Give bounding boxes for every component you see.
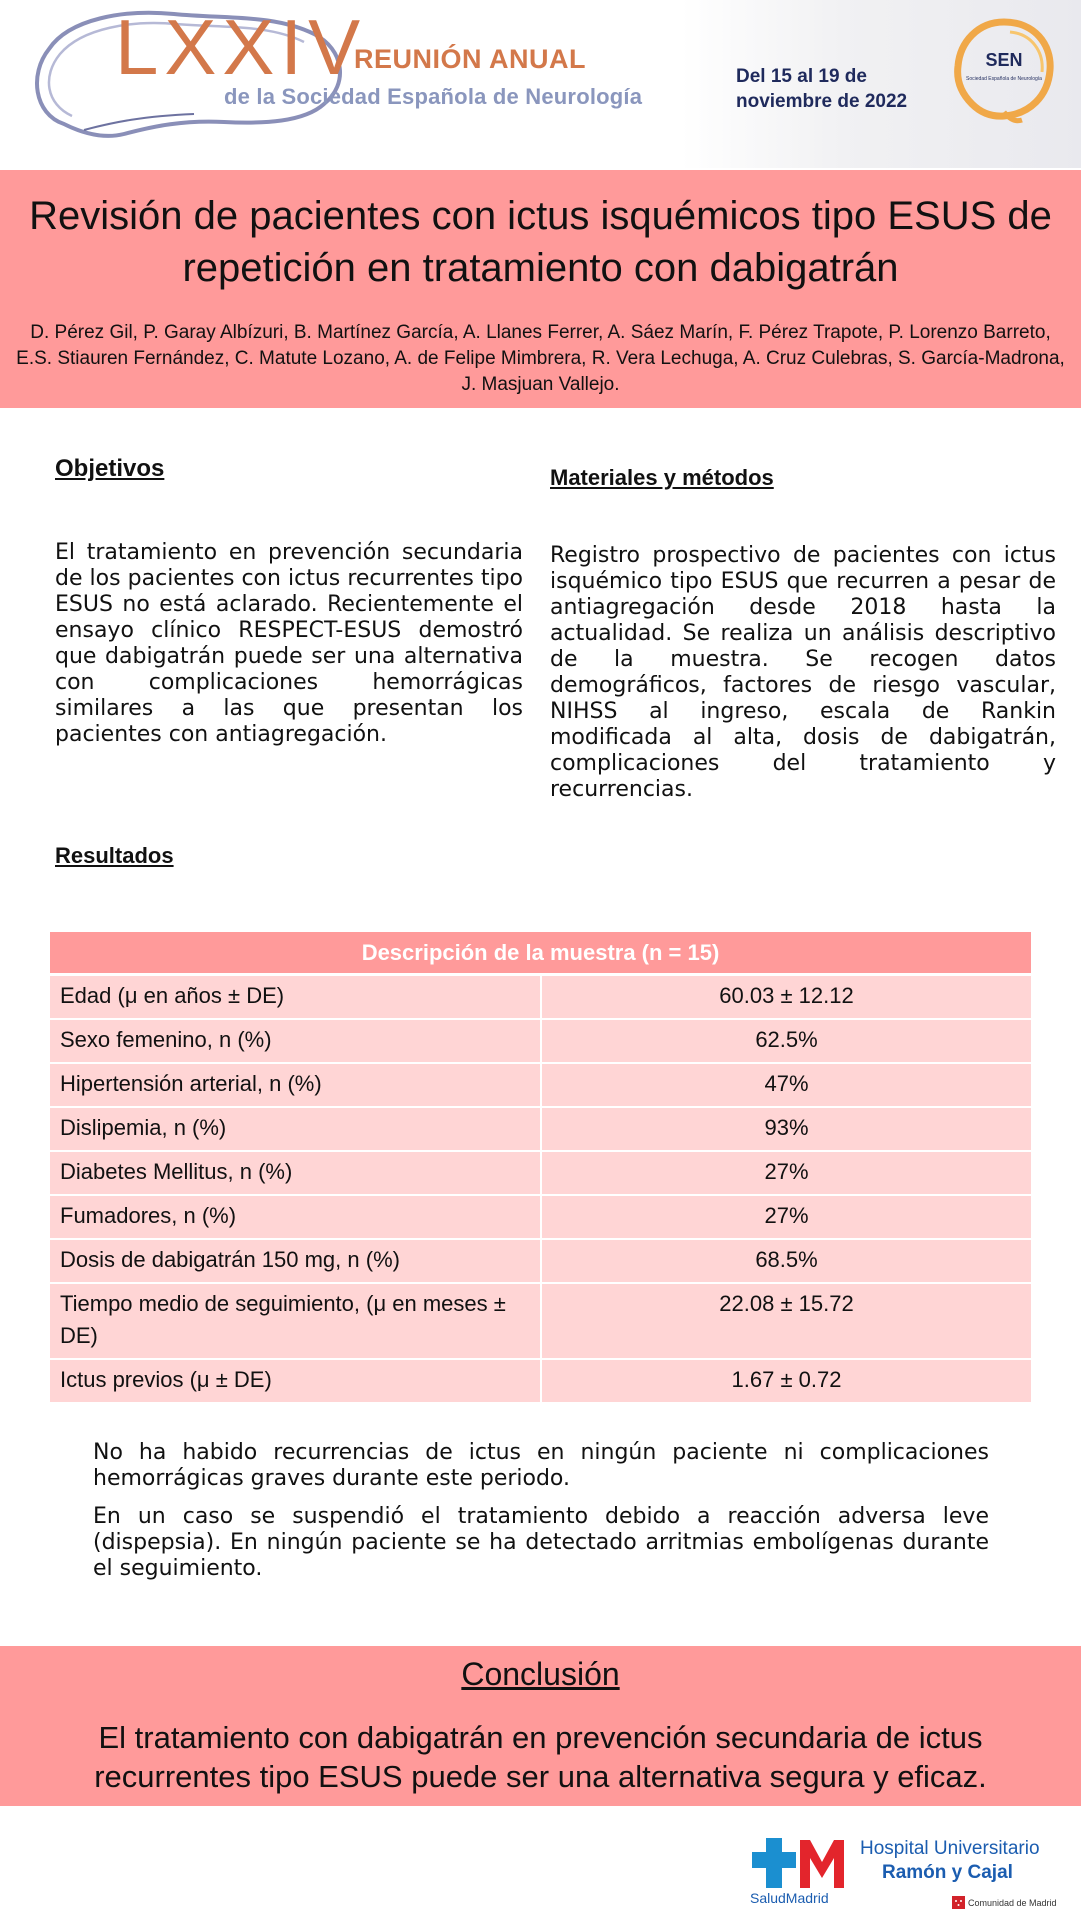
row-value: 60.03 ± 12.12: [541, 975, 1031, 1020]
author-list: D. Pérez Gil, P. Garay Albízuri, B. Martínez García, A. Llanes Ferrer, A. Sáez Marín, F. Pérez Trapote, P. Lorenzo Barreto, E.S. Stiauren Fernández, C. Matute Lozano, A. de Felipe Mimbrera, R. Vera Lechuga, A. Cruz Culebras, S. García-Madrona, J. Masjuan Vallejo.: [16, 322, 1065, 395]
conference-header: [0, 0, 1081, 168]
conclusion-text: El tratamiento con dabigatrán en prevención secundaria de ictus recurrentes tipo ESUS puede ser una alternativa segura y eficaz.: [94, 1720, 987, 1794]
row-label: Hipertensión arterial, n (%): [50, 1063, 541, 1107]
conclusion-heading: Conclusión: [461, 1656, 620, 1692]
poster-title: Revisión de pacientes con ictus isquémicos tipo ESUS de repetición en tratamiento con dabigatrán: [29, 194, 1052, 290]
materiales-heading: Materiales y métodos: [550, 465, 774, 490]
row-value: 47%: [541, 1063, 1031, 1107]
meeting-dates: [736, 64, 907, 114]
table-header-row: [50, 932, 1031, 975]
resultados-heading: Resultados: [55, 843, 174, 868]
row-value: 27%: [541, 1151, 1031, 1195]
objetivos-text: El tratamiento en prevención secundaria de los pacientes con ictus recurrentes tipo ESUS no está aclarado. Recientemente el ensayo clínico RESPECT-ESUS demostró que dabigatrán puede ser una alternativa con complicaciones hemorrágicas similares a las que presentan los pacientes con antiagregación.: [55, 540, 523, 747]
row-value: 22.08 ± 15.72: [541, 1283, 1031, 1359]
sen-logo-text: SEN: [985, 50, 1023, 70]
madrid-m-icon: [800, 1840, 844, 1888]
row-label: Fumadores, n (%): [50, 1195, 541, 1239]
row-value: 1.67 ± 0.72: [541, 1359, 1031, 1403]
dates-line-1: Del 15 al 19 de: [736, 66, 867, 87]
resultados-text: [93, 1440, 989, 1594]
table-row: [50, 1195, 1031, 1239]
resultados-paragraph-2: En un caso se suspendió el tratamiento debido a reacción adversa leve (dispepsia). En ningún paciente se ha detectado arritmias embolígenas durante el seguimiento.: [93, 1504, 989, 1581]
meeting-name: REUNIÓN ANUAL: [354, 44, 586, 74]
sen-logo-subtitle: Sociedad Española de Neurología: [966, 76, 1042, 82]
row-label: Diabetes Mellitus, n (%): [50, 1151, 541, 1195]
table-row: [50, 975, 1031, 1020]
title-band: [0, 170, 1081, 408]
table-row: [50, 1151, 1031, 1195]
table-row: [50, 1063, 1031, 1107]
hospital-logo: [750, 1834, 1070, 1914]
row-value: 62.5%: [541, 1019, 1031, 1063]
dates-line-2: noviembre de 2022: [736, 91, 908, 112]
row-value: 27%: [541, 1195, 1031, 1239]
materiales-text: Registro prospectivo de pacientes con ictus isquémico tipo ESUS que recurren a pesar de antiagregación desde 2018 hasta la actualidad. Se realiza un análisis descriptivo de la muestra. Se recogen datos demográficos, factores de riesgo vascular, NIHSS al ingreso, escala de Rankin modificada al alta, dosis de dabigatrán, complicaciones del tratamiento y recurrencias.: [550, 543, 1056, 802]
table-row: [50, 1019, 1031, 1063]
table-row: [50, 1283, 1031, 1359]
resultados-paragraph-1: No ha habido recurrencias de ictus en ningún paciente ni complicaciones hemorrágicas graves durante este periodo.: [93, 1440, 989, 1491]
row-label: Edad (μ en años ± DE): [50, 975, 541, 1020]
table-row: [50, 1239, 1031, 1283]
comunidad-madrid-label: Comunidad de Madrid: [968, 1898, 1057, 1908]
conclusion-band: [0, 1646, 1081, 1806]
table-title: Descripción de la muestra (n = 15): [50, 932, 1031, 975]
hospital-name-line-2: Ramón y Cajal: [882, 1862, 1013, 1883]
table-row: [50, 1107, 1031, 1151]
sample-description-table: [50, 932, 1031, 1404]
row-label: Ictus previos (μ ± DE): [50, 1359, 541, 1403]
salud-madrid-label: SaludMadrid: [750, 1890, 829, 1906]
edition-numeral: LXXIV: [115, 3, 367, 91]
row-label: Dosis de dabigatrán 150 mg, n (%): [50, 1239, 541, 1283]
row-label: Sexo femenino, n (%): [50, 1019, 541, 1063]
row-value: 68.5%: [541, 1239, 1031, 1283]
comunidad-flag-icon: [952, 1896, 965, 1909]
hospital-name-line-1: Hospital Universitario: [860, 1838, 1040, 1859]
row-label: Tiempo medio de seguimiento, (μ en meses ± DE): [50, 1283, 541, 1359]
sen-logo-icon: [950, 16, 1058, 124]
objetivos-heading: Objetivos: [55, 455, 165, 482]
society-name: de la Sociedad Española de Neurología: [224, 84, 643, 109]
row-label: Dislipemia, n (%): [50, 1107, 541, 1151]
row-value: 93%: [541, 1107, 1031, 1151]
health-cross-icon: [752, 1836, 856, 1890]
table-row: [50, 1359, 1031, 1403]
